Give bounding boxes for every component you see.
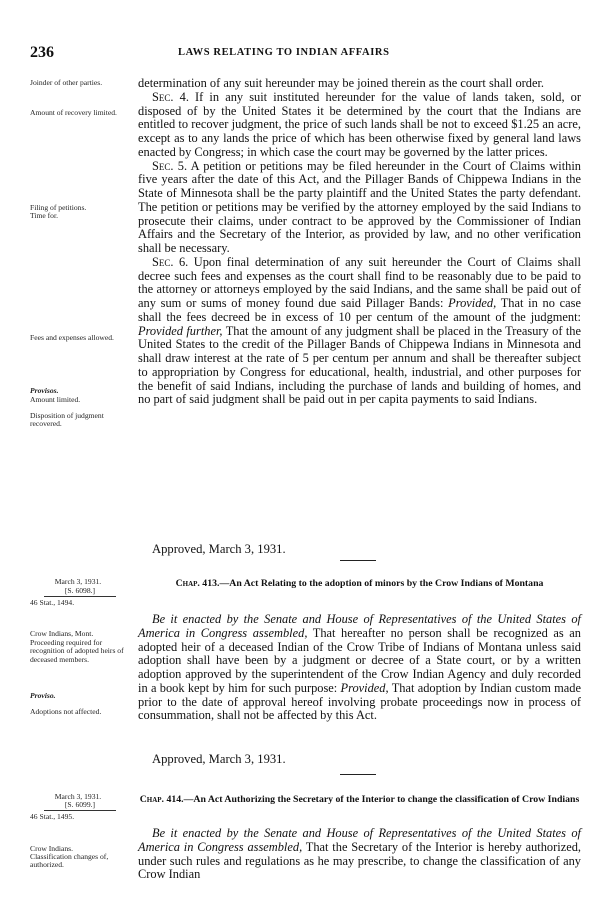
separator-rule-1: [340, 560, 376, 561]
ch414-title: —An Act Authorizing the Secretary of the Interior to change the classification of Crow Indians: [183, 794, 580, 805]
margin-note-filing: Filing of petitions.: [30, 203, 87, 212]
ch413-title: —An Act Relating to the adoption of minors by the Crow Indians of Montana: [219, 578, 544, 589]
margin-note-time-for: Time for.: [30, 211, 58, 220]
ch413-text-a: That hereafter no person shall be recognized as an adopted heir of a deceased Indian of the Crow Tribe of Indians of Montana unless said adoption shall have been by a judgment or decree of a State court, or by a written adoption approved by the superintendent of the Crow Indian Agency and duly recorded in a book kept by him for such purpose:: [138, 625, 581, 695]
section-4: [138, 91, 581, 160]
approved-line-1: Approved, March 3, 1931.: [152, 542, 286, 556]
ch414-enact: Be it enacted by the Senate and House of Representatives of the United States of America in Congress assembled,: [138, 826, 581, 854]
section-6-text-b: That in no case shall the fees decreed be in excess of 10 per centum of the amount of the judgment:: [138, 296, 581, 324]
statute-body-414: [138, 827, 581, 882]
statute-body-413: [138, 613, 581, 723]
separator-rule-2: [340, 774, 376, 775]
ch413-provided: Provided,: [340, 680, 389, 695]
section-6-text-a: Upon final determination of any suit hereunder the Court of Claims shall decree such fees and expenses as the court shall find to be reasonably due to be paid to the attorney or attorneys employed by the said Indians, and the same shall be paid out of any sum or sums of money found due said Pillager Bands:: [138, 254, 581, 310]
ch414-enacting-clause: [138, 827, 581, 882]
margin-note-crow-indians: Crow Indians.: [30, 844, 74, 853]
ch414-heading: [138, 794, 581, 805]
ch413-date: March 3, 1931.: [54, 577, 102, 586]
ch413-heading: [138, 578, 581, 589]
margin-note-amount-recovery: Amount of recovery limited.: [30, 108, 117, 117]
approved-line-2: Approved, March 3, 1931.: [152, 752, 286, 766]
ch413-bill-number: [S. 6098.]: [44, 587, 116, 597]
section-5-label: Sec. 5.: [152, 158, 188, 173]
ch413-label: Chap. 413.: [175, 578, 220, 589]
margin-note-adoptions: Adoptions not affected.: [30, 707, 102, 716]
section-4-text: If in any suit instituted hereunder for the value of lands taken, sold, or disposed of by the United States it be determined by the court that the Indians are entitled to recover judgment, the price of such lands shall be not to exceed $1.25 an acre, except as to any lands the price of which has been otherwise fixed by general land laws enacted by Congress; in which case the court may be governed by the latter prices.: [138, 89, 581, 159]
ch413-enact: Be it enacted by the Senate and House of Representatives of the United States of America in Congress assembled,: [138, 612, 581, 640]
section-5-text: A petition or petitions may be filed hereunder in the Court of Claims within five years after the date of this Act, and the Pillager Bands of Chippewa Indians in the State of Minnesota shall be the party plaintiff and the United States the party defendant. The petition or petitions may be verified by the attorney employed by the said Indians to prosecute their claims, under contract to be approved by the Commissioner of Indian Affairs and the Secretary of the Interior, as provided by law, and no other verification shall be necessary.: [138, 158, 581, 255]
provisos-label: Provisos.: [30, 386, 59, 395]
ch413-stat-citation: 46 Stat., 1494.: [30, 598, 75, 607]
proviso-label: Proviso.: [30, 691, 56, 700]
ch414-text-a: That the Secretary of the Interior is hereby authorized, under such rules and regulations as he may prescribe, to change the classification of any Crow Indian: [138, 839, 581, 882]
section-5: [138, 160, 581, 256]
ch413-enacting-clause: [138, 613, 581, 723]
section-6-text-c: That the amount of any judgment shall be placed in the Treasury of the United States to the credit of the Pillager Bands of Chippewa Indians in Minnesota and shall draw interest at the rate of 5 per centum per annum and shall be thereafter subject to appropriation by Congress for educational, health, industrial, and other purposes for the benefit of said Indians, including the purchase of lands and building of homes, and no part of said judgment shall be paid out in per capita payments to said Indians.: [138, 323, 581, 407]
running-title: LAWS RELATING TO INDIAN AFFAIRS: [178, 47, 390, 58]
page-number: 236: [30, 44, 54, 61]
margin-note-joinder: Joinder of other parties.: [30, 78, 103, 87]
section-6: [138, 256, 581, 407]
ch413-text-b: That adoption by Indian custom made prior to the date of approval hereof involving probate proceedings now in process of consummation, shall not be affected by this Act.: [138, 680, 581, 723]
paragraph-joinder: determination of any suit hereunder may be joined therein as the court shall order.: [138, 76, 545, 90]
margin-note-proviso: [30, 692, 134, 700]
ch414-date: March 3, 1931.: [54, 792, 102, 801]
ch414-label: Chap. 414.: [139, 794, 184, 805]
section-6-provided-further: Provided further,: [138, 323, 223, 338]
section-4-label: Sec. 4.: [152, 89, 189, 104]
ch414-bill-number: [S. 6099.]: [44, 801, 116, 811]
margin-note-classification: Classification changes of, authorized.: [30, 852, 109, 870]
section-6-provided: Provided,: [448, 296, 497, 310]
margin-note-crow-mont: Crow Indians, Mont.: [30, 629, 94, 638]
margin-note-disposition: Disposition of judgment recovered.: [30, 411, 104, 429]
margin-note-proceeding: Proceeding required for recognition of adopted heirs of deceased members.: [30, 638, 124, 664]
section-6-label: Sec. 6.: [152, 254, 189, 269]
margin-note-fees: Fees and expenses allowed.: [30, 333, 114, 342]
margin-note-amount-limited: Amount limited.: [30, 395, 81, 404]
ch414-stat-citation: 46 Stat., 1495.: [30, 812, 75, 821]
statute-body-1: [138, 77, 581, 407]
